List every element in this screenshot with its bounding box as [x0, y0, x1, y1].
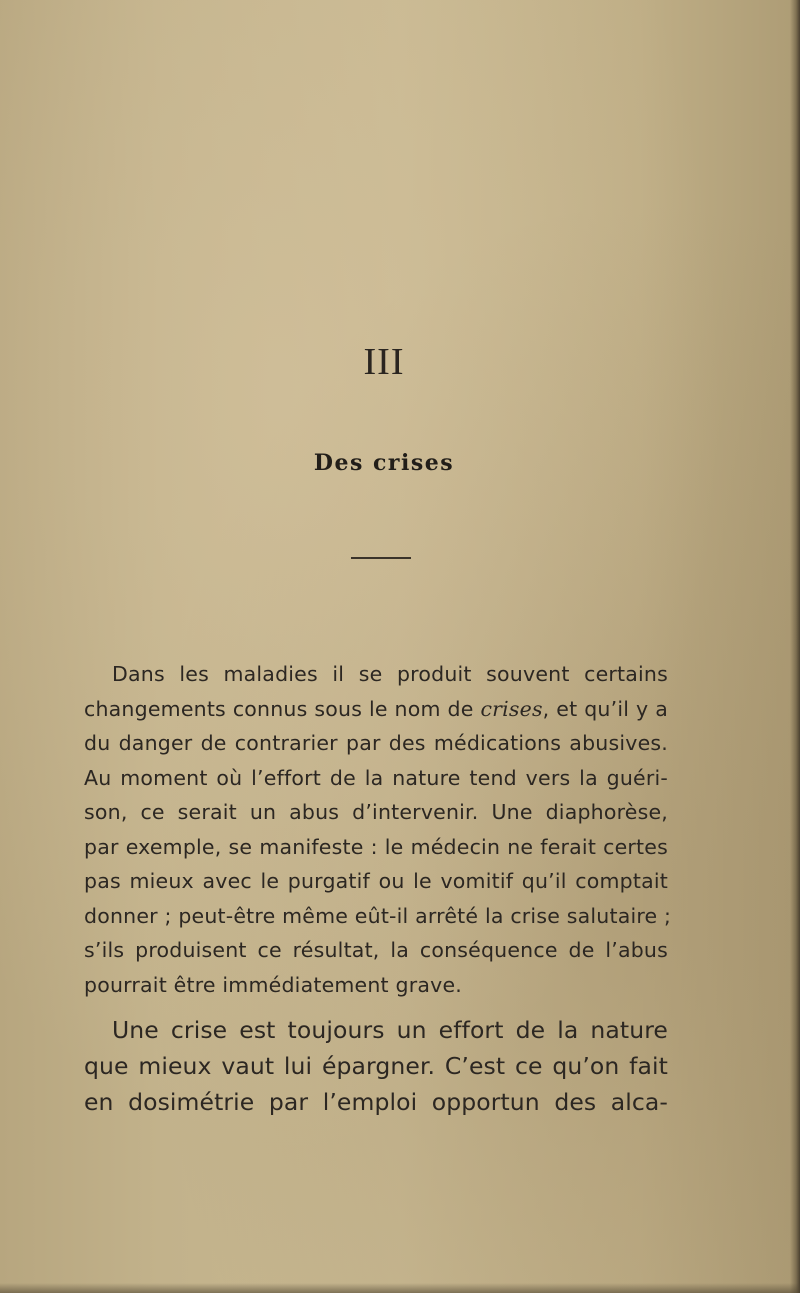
text-line: que mieux vaut lui épargner. C’est ce qu’on fait [84, 1052, 668, 1080]
text-line: Une crise est toujours un effort de la nature [112, 1016, 668, 1044]
text-line: du danger de contrarier par des médications abusives. [84, 731, 668, 755]
text-line: pourrait être immédiatement grave. [84, 972, 462, 997]
title-divider-rule [351, 557, 411, 559]
text-line: en dosimétrie par l’emploi opportun des alca- [84, 1088, 668, 1116]
text-line: par exemple, se manifeste : le médecin ne ferait certes [84, 834, 668, 859]
chapter-number: III [363, 341, 405, 383]
text-line: Au moment où l’effort de la nature tend vers la guéri- [84, 765, 668, 790]
text-segment: , et qu’il y a [542, 696, 668, 721]
text-line: Dans les maladies il se produit souvent certains [112, 662, 668, 686]
text-line: son, ce serait un abus d’intervenir. Une diaphorèse, [84, 800, 668, 824]
text-line: pas mieux avec le purgatif ou le vomitif qu’il comptait [84, 869, 668, 893]
paragraph-1 [84, 657, 672, 1002]
text-line [84, 692, 668, 727]
text-line: donner ; peut-être même eût-il arrêté la crise salutaire ; [84, 903, 672, 928]
page-edge-shadow-right [790, 0, 800, 1293]
italic-term: crises [480, 696, 543, 721]
paragraph-2 [84, 1012, 668, 1120]
text-segment: changements connus sous le nom de [84, 696, 481, 721]
text-line: s’ils produisent ce résultat, la conséquence de l’abus [84, 938, 668, 962]
page-edge-shadow-bottom [0, 1283, 800, 1293]
chapter-title: Des crises [313, 450, 455, 476]
